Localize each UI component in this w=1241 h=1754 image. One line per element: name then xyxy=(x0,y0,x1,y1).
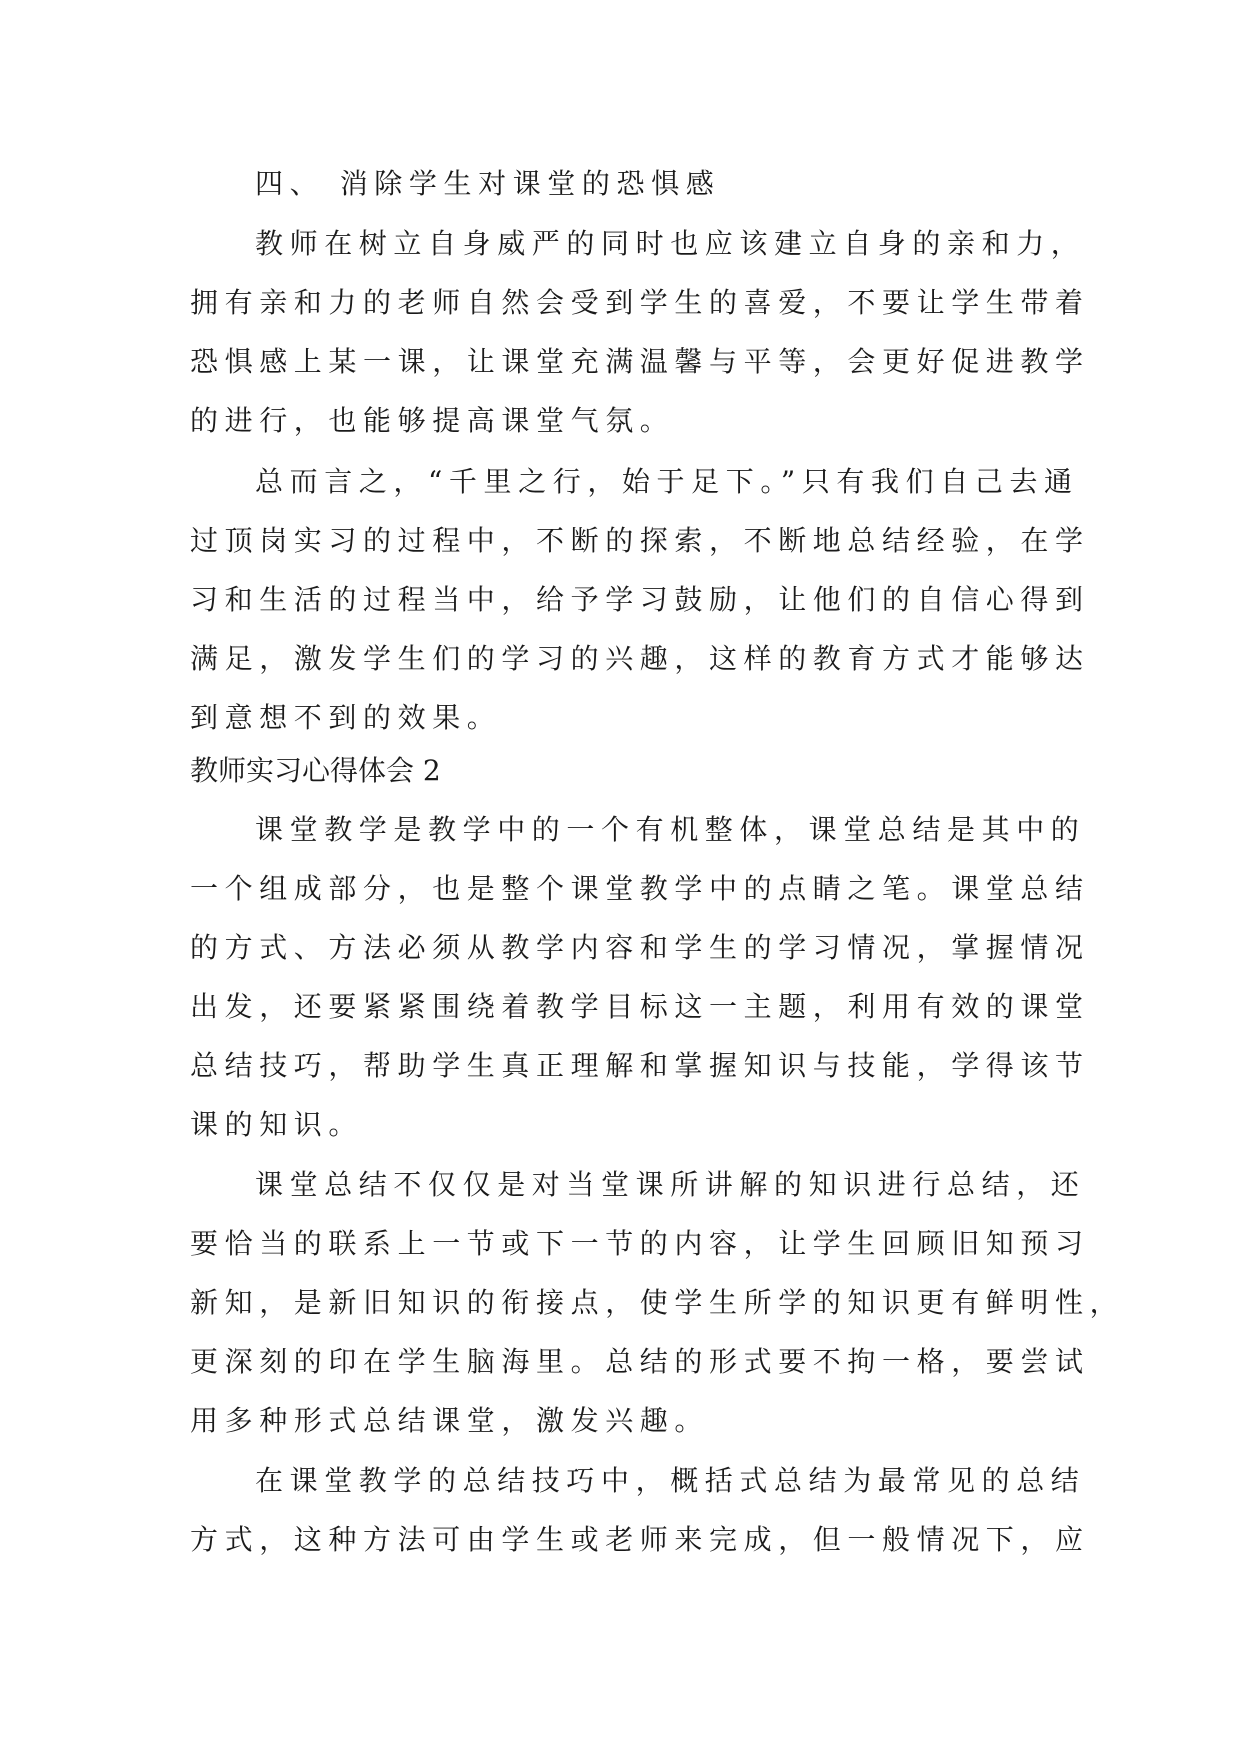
paragraph-line: 的方式、方法必须从教学内容和学生的学习情况，掌握情况 xyxy=(190,931,1090,964)
paragraph-line: 满足，激发学生们的学习的兴趣，这样的教育方式才能够达 xyxy=(190,642,1090,675)
paragraph-line: 的进行，也能够提高课堂气氛。 xyxy=(190,404,675,437)
paragraph-line: 总结技巧，帮助学生真正理解和掌握知识与技能，学得该节 xyxy=(190,1049,1090,1082)
paragraph-line: 课堂总结不仅仅是对当堂课所讲解的知识进行总结，还 xyxy=(255,1168,1086,1201)
paragraph-line: 课堂教学是教学中的一个有机整体，课堂总结是其中的 xyxy=(255,813,1086,846)
paragraph-line: 方式，这种方法可由学生或老师来完成，但一般情况下，应 xyxy=(190,1523,1090,1556)
paragraph-line: 出发，还要紧紧围绕着教学目标这一主题，利用有效的课堂 xyxy=(190,990,1090,1023)
paragraph-line: 更深刻的印在学生脑海里。总结的形式要不拘一格，要尝试 xyxy=(190,1345,1090,1378)
paragraph-line: 拥有亲和力的老师自然会受到学生的喜爱，不要让学生带着 xyxy=(190,286,1090,319)
paragraph-line: 要恰当的联系上一节或下一节的内容，让学生回顾旧知预习 xyxy=(190,1227,1090,1260)
paragraph-line: 用多种形式总结课堂，激发兴趣。 xyxy=(190,1404,710,1437)
paragraph-line: 课的知识。 xyxy=(190,1108,364,1141)
paragraph-line: 一个组成部分，也是整个课堂教学中的点睛之笔。课堂总结 xyxy=(190,872,1090,905)
paragraph-line: 教师在树立自身威严的同时也应该建立自身的亲和力， xyxy=(255,227,1086,260)
paragraph-line: 习和生活的过程当中，给予学习鼓励，让他们的自信心得到 xyxy=(190,583,1090,616)
paragraph-line: 恐惧感上某一课，让课堂充满温馨与平等，会更好促进教学 xyxy=(190,345,1090,378)
paragraph-line: 新知，是新旧知识的衔接点，使学生所学的知识更有鲜明性， xyxy=(190,1286,1125,1319)
section-heading: 四、 消除学生对课堂的恐惧感 xyxy=(255,167,721,200)
paragraph-line: 过顶岗实习的过程中，不断的探索，不断地总结经验，在学 xyxy=(190,524,1090,557)
paragraph-line: 在课堂教学的总结技巧中，概括式总结为最常见的总结 xyxy=(255,1464,1086,1497)
paragraph-line: 总而言之，“千里之行，始于足下。”只有我们自己去通 xyxy=(255,465,1079,498)
paragraph-line: 到意想不到的效果。 xyxy=(190,701,502,734)
article-title: 教师实习心得体会 2 xyxy=(190,754,441,787)
